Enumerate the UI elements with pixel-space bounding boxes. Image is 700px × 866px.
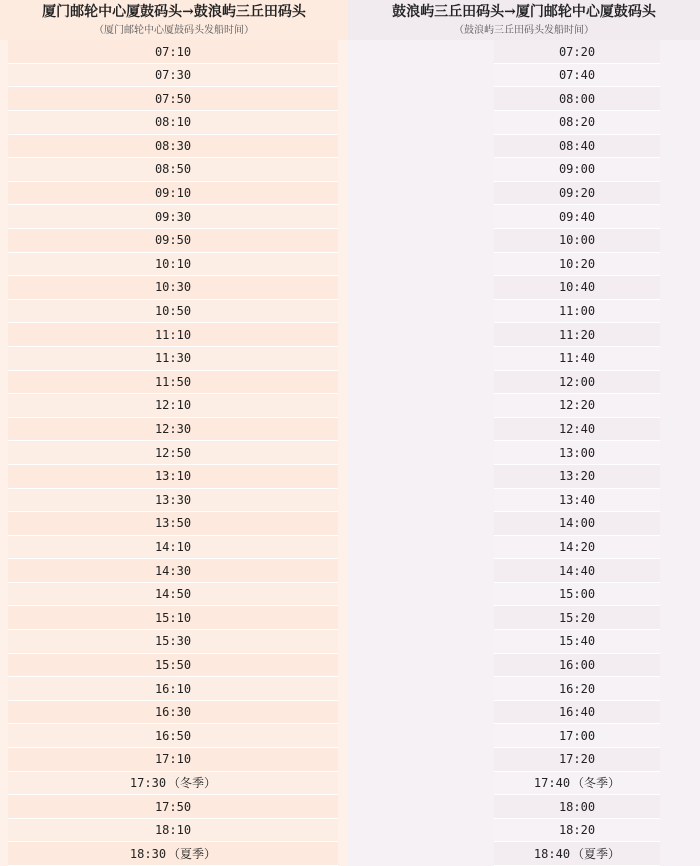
time-row [8, 701, 338, 725]
time-row [8, 87, 338, 111]
time-row [8, 111, 338, 135]
departure-time: 12:40 [558, 422, 596, 437]
time-row [8, 64, 338, 88]
time-row [494, 158, 660, 182]
departure-time: 13:20 [558, 469, 596, 484]
time-row [8, 772, 338, 796]
time-row [494, 135, 660, 159]
time-row [494, 182, 660, 206]
departure-time: 16:20 [558, 681, 596, 696]
time-row [8, 583, 338, 607]
time-row [8, 465, 338, 489]
time-row [8, 489, 338, 513]
departure-time: 16:40 [558, 705, 596, 720]
departure-time: 17:20 [558, 752, 596, 767]
time-row [494, 371, 660, 395]
departure-time: 11:10 [154, 327, 192, 342]
time-row [494, 724, 660, 748]
time-row [494, 772, 660, 796]
departure-time: 07:50 [154, 91, 192, 106]
time-row [8, 536, 338, 560]
time-row [8, 182, 338, 206]
departure-time: 14:30 [154, 563, 192, 578]
season-note: （夏季） [168, 847, 217, 862]
departure-time: 07:10 [154, 44, 192, 59]
time-row [494, 819, 660, 843]
departure-time: 11:40 [558, 351, 596, 366]
time-row [494, 64, 660, 88]
departure-time: 16:30 [154, 705, 192, 720]
departure-time: 10:20 [558, 256, 596, 271]
time-row [8, 418, 338, 442]
time-row [494, 748, 660, 772]
time-row [494, 630, 660, 654]
time-list [0, 40, 348, 866]
departure-time: 08:30 [154, 138, 192, 153]
time-row [8, 205, 338, 229]
departure-time: 16:10 [154, 681, 192, 696]
season-note: （冬季） [572, 776, 621, 791]
departure-time: 10:40 [558, 280, 596, 295]
departure-column-gulangyu [348, 0, 700, 866]
time-row [494, 323, 660, 347]
time-row [494, 465, 660, 489]
time-list [348, 40, 700, 866]
time-row [494, 701, 660, 725]
departure-time: 14:40 [558, 563, 596, 578]
departure-time: 17:00 [558, 728, 596, 743]
time-row [8, 394, 338, 418]
departure-time: 12:50 [154, 445, 192, 460]
departure-time: 11:30 [154, 351, 192, 366]
departure-time: 14:10 [154, 539, 192, 554]
time-row [494, 583, 660, 607]
departure-time: 09:10 [154, 186, 192, 201]
time-row [8, 371, 338, 395]
time-row [8, 253, 338, 277]
departure-time: 09:00 [558, 162, 596, 177]
departure-column-xiamen [0, 0, 348, 866]
departure-time: 07:30 [154, 68, 192, 83]
time-row [494, 606, 660, 630]
time-row [8, 842, 338, 866]
departure-time: 12:10 [154, 398, 192, 413]
time-row [8, 347, 338, 371]
time-row [494, 253, 660, 277]
time-row [494, 394, 660, 418]
time-row [494, 87, 660, 111]
departure-time: 18:20 [558, 823, 596, 838]
departure-time: 15:50 [154, 657, 192, 672]
departure-time: 13:30 [154, 492, 192, 507]
time-row [494, 441, 660, 465]
departure-time: 18:40 [533, 846, 571, 861]
time-row [8, 135, 338, 159]
season-note: （冬季） [168, 776, 217, 791]
departure-time: 12:00 [558, 374, 596, 389]
departure-time: 17:50 [154, 799, 192, 814]
departure-time: 14:50 [154, 587, 192, 602]
departure-time: 12:20 [558, 398, 596, 413]
departure-time: 07:40 [558, 68, 596, 83]
time-row [494, 229, 660, 253]
departure-time: 18:30 [129, 846, 167, 861]
time-row [8, 654, 338, 678]
time-row [494, 418, 660, 442]
column-title: 厦门邮轮中心厦鼓码头→鼓浪屿三丘田码头 [42, 4, 306, 20]
time-row [494, 276, 660, 300]
time-row [494, 677, 660, 701]
time-row [494, 347, 660, 371]
time-row [494, 512, 660, 536]
time-row [8, 323, 338, 347]
departure-time: 15:20 [558, 610, 596, 625]
departure-time: 08:40 [558, 138, 596, 153]
time-row [494, 559, 660, 583]
departure-time: 10:00 [558, 233, 596, 248]
time-row [494, 489, 660, 513]
departure-time: 08:10 [154, 115, 192, 130]
departure-time: 10:50 [154, 304, 192, 319]
column-subtitle: （鼓浪屿三丘田码头发船时间） [454, 25, 594, 36]
time-row [8, 819, 338, 843]
departure-time: 13:00 [558, 445, 596, 460]
departure-time: 14:00 [558, 516, 596, 531]
time-row [494, 300, 660, 324]
departure-time: 16:00 [558, 657, 596, 672]
column-title: 鼓浪屿三丘田码头→厦门邮轮中心厦鼓码头 [392, 4, 656, 20]
departure-time: 11:50 [154, 374, 192, 389]
departure-time: 09:40 [558, 209, 596, 224]
time-row [8, 630, 338, 654]
departure-time: 08:00 [558, 91, 596, 106]
departure-time: 15:00 [558, 587, 596, 602]
departure-time: 18:00 [558, 799, 596, 814]
departure-time: 15:40 [558, 634, 596, 649]
time-row [8, 606, 338, 630]
departure-time: 15:30 [154, 634, 192, 649]
season-note: （夏季） [572, 847, 621, 862]
time-row [8, 229, 338, 253]
departure-time: 15:10 [154, 610, 192, 625]
time-row [8, 795, 338, 819]
departure-time: 13:40 [558, 492, 596, 507]
column-header [0, 0, 348, 40]
time-row [494, 111, 660, 135]
departure-time: 13:10 [154, 469, 192, 484]
time-row [8, 512, 338, 536]
departure-time: 12:30 [154, 422, 192, 437]
departure-time: 14:20 [558, 539, 596, 554]
time-row [494, 842, 660, 866]
departure-time: 09:30 [154, 209, 192, 224]
time-row [8, 158, 338, 182]
time-row [8, 40, 338, 64]
column-header [348, 0, 700, 40]
departure-time: 11:20 [558, 327, 596, 342]
departure-time: 13:50 [154, 516, 192, 531]
departure-time: 16:50 [154, 728, 192, 743]
departure-time: 09:20 [558, 186, 596, 201]
departure-time: 17:10 [154, 752, 192, 767]
departure-time: 10:10 [154, 256, 192, 271]
departure-time: 09:50 [154, 233, 192, 248]
time-row [8, 276, 338, 300]
departure-time: 08:20 [558, 115, 596, 130]
departure-time: 07:20 [558, 44, 596, 59]
time-row [494, 40, 660, 64]
time-row [494, 795, 660, 819]
departure-time: 17:40 [533, 775, 571, 790]
time-row [8, 441, 338, 465]
departure-time: 11:00 [558, 304, 596, 319]
departure-time: 10:30 [154, 280, 192, 295]
departure-time: 17:30 [129, 775, 167, 790]
time-row [494, 205, 660, 229]
departure-time: 08:50 [154, 162, 192, 177]
time-row [494, 536, 660, 560]
time-row [8, 748, 338, 772]
time-row [8, 724, 338, 748]
column-subtitle: （厦门邮轮中心厦鼓码头发船时间） [94, 25, 254, 36]
time-row [8, 300, 338, 324]
departure-time: 18:10 [154, 823, 192, 838]
time-row [8, 559, 338, 583]
time-row [494, 654, 660, 678]
time-row [8, 677, 338, 701]
